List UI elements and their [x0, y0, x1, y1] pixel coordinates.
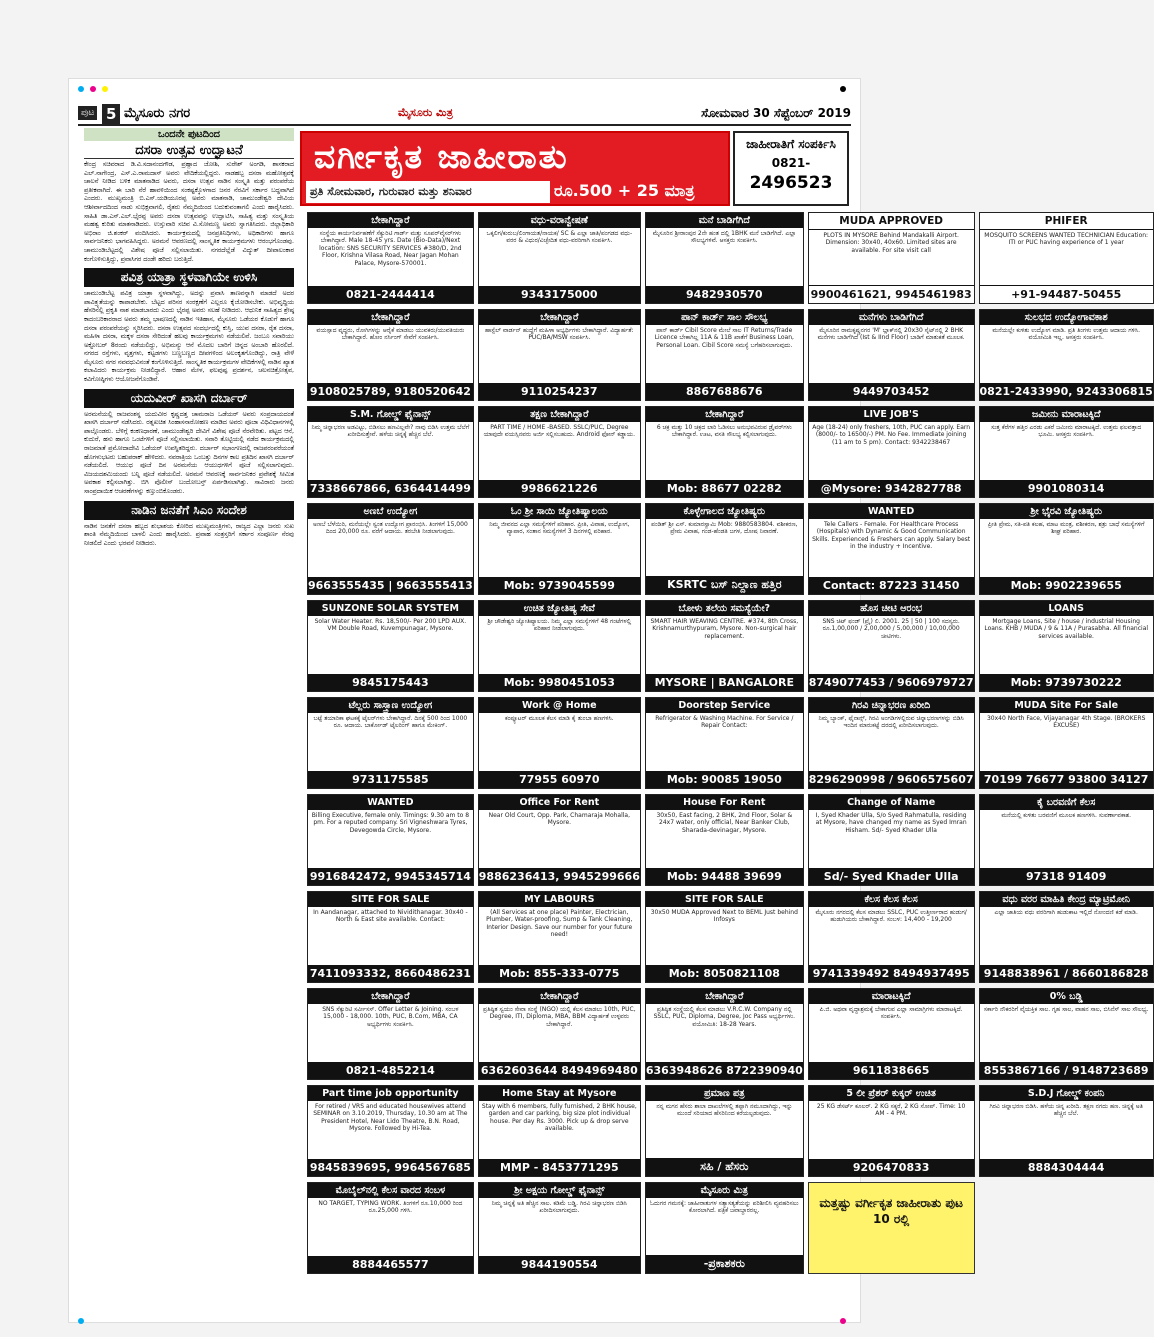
ad-body: ಮನೆಯಲ್ಲಿ ಕುಳಿತು ಬರವಣಿಗೆ ಮೂಲಕ ಹಣಗಳಿಸಿ. ಸುವರ್ಣಾವಕಾಶ. [1001, 812, 1132, 819]
classified-ad [645, 697, 804, 789]
ad-heading: House For Rent [646, 795, 803, 810]
ad-body: ಪ್ರತಿಷ್ಠಿತ ಸ್ವಯಂ ಸೇವಾ ಸಂಸ್ಥೆ (NGO) ಯಲ್ಲಿ ಕೆಲಸ ಮಾಡಲು 10th, PUC, Degree, ITI, Diploma, MBA, BBM ವಿದ್ಯಾರ್ಹತೆ ಉಳ್ಳವರು ಬೇಕಾಗಿದ್ದಾರೆ. [482, 1006, 636, 1028]
article-body: ಚಾಮುಂಡಿಬೆಟ್ಟ ಪವಿತ್ರ ಯಾತ್ರಾ ಸ್ಥಳವಾಗಿದ್ದು, ಅದನ್ನು ಪ್ರವಾಸಿ ತಾಣವನ್ನಾಗಿ ಮಾಡದೆ ಅದರ ಪಾವಿತ್ರ್ಯತೆಯನ್ನು ಕಾಪಾಡಬೇಕು. ಬೆಟ್ಟದ ಪರಿಸರ ಸಂರಕ್ಷಣೆಗೆ ಎಲ್ಲರೂ ಕೈಜೋಡಿಸಬೇಕು. ಅಭಿವೃದ್ಧಿಯ ಹೆಸರಿನಲ್ಲಿ ಪ್ರಕೃತಿ ನಾಶ ಮಾಡಬಾರದು ಎಂದು ಭೈರಪ್ಪ ಅವರು ಸಲಹೆ ನೀಡಿದರು. ಆಧುನಿಕ ಸಾಹಿತ್ಯದ ಶ್ರೇಷ್ಠ ಕಾದಂಬರಿಕಾರರಾದ ಅವರು ತಮ್ಮ ಭಾಷಣದಲ್ಲಿ ನಾಡಿನ ಇತಿಹಾಸ, ಮೈಸೂರು ಒಡೆಯರ ಕೊಡುಗೆ ಹಾಗೂ ದಸರಾ ಪರಂಪರೆಯನ್ನು ಸ್ಮರಿಸಿದರು. ದಸರಾ ಉತ್ಸವದ ಸಂದರ್ಭದಲ್ಲಿ ಕುಸ್ತಿ, ಯುವ ದಸರಾ, ರೈತ ದಸರಾ, ಮಹಿಳಾ ದಸರಾ, ಮಕ್ಕಳ ದಸರಾ ಸೇರಿದಂತೆ ಹಲವು ಕಾರ್ಯಕ್ರಮಗಳು ನಡೆಯಲಿವೆ. ಜಂಬೂ ಸವಾರಿಯು ಅಕ್ಟೋಬರ್ 8ರಂದು ನಡೆಯಲಿದ್ದು, ಅಭಿಮನ್ಯು ಆನೆ ಮೊದಲ ಬಾರಿಗೆ ಚಿನ್ನದ ಅಂಬಾರಿ ಹೊರಲಿದೆ. ನಗರದ ರಸ್ತೆಗಳು, ವೃತ್ತಗಳು, ಕಟ್ಟಡಗಳು ಬಣ್ಣಬಣ್ಣದ ದೀಪಗಳಿಂದ ಅಲಂಕೃತಗೊಂಡಿದ್ದು, ರಾತ್ರಿ ವೇಳೆ ಮೈಸೂರು ನಗರ ನವವಧುವಿನಂತೆ ಕಂಗೊಳಿಸುತ್ತಿದೆ. ಸಾಂಸ್ಕೃತಿಕ ಕಾರ್ಯಕ್ರಮಗಳ ವೇದಿಕೆಗಳಲ್ಲಿ ನಾಡಿನ ಖ್ಯಾತ ಕಲಾವಿದರು ಕಾರ್ಯಕ್ರಮ ನೀಡಲಿದ್ದಾರೆ. ಆಹಾರ ಮೇಳ, ಫಲಪುಷ್ಪ ಪ್ರದರ್ಶನ, ಚಲನಚಿತ್ರೋತ್ಸವ, ಕವಿಗೋಷ್ಠಿಗಳು ಆಯೋಜನೆಗೊಂಡಿವೆ. [84, 290, 294, 384]
ad-heading: ಬೇಕಾಗಿದ್ದಾರೆ [646, 989, 803, 1004]
ad-body: 30x50 MUDA Approved Next to BEML Just behind Infosys [650, 909, 798, 924]
ad-phone: 9110254237 [479, 383, 640, 400]
ad-body: Tele Callers - Female. For Healthcare Process (Hospitals) with Dynamic & Good Communication Skills. Experienced & Freshers can apply. Salary best in the industry + Incentive. [812, 521, 971, 551]
classified-ad [808, 1182, 975, 1274]
classifieds-schedule: ಪ್ರತಿ ಸೋಮವಾರ, ಗುರುವಾರ ಮತ್ತು ಶನಿವಾರ [306, 181, 550, 203]
classified-ad [808, 212, 975, 304]
classified-ad [808, 309, 975, 401]
classifieds-price: ರೂ.500 + 25 ಮಾತ್ರ [554, 181, 695, 200]
contact-label: ಜಾಹೀರಾತಿಗೆ ಸಂಪರ್ಕಿಸಿ [746, 137, 836, 151]
ad-phone: Mob: 9902239655 [980, 577, 1153, 594]
ad-heading: ಪಾನ್ ಕಾರ್ಡ್ ಸಾಲ ಸೌಲಭ್ಯ [646, 310, 803, 325]
ad-phone: Mob: 94488 39699 [646, 868, 803, 885]
ad-body: ಸಂಸ್ಥೆಯ ಕಾರ್ಯನಿರ್ವಹಣೆಗೆ ಸೆಕ್ಯುರಿಟಿ ಗಾರ್ಡ್ ಮತ್ತು ಸೂಪರ್‌ವೈಸರ್‌ಗಳು ಬೇಕಾಗಿದ್ದಾರೆ. Male 18-45 yrs. Date (Bio-Data)/Next location: SNS SECURITY SERVICES #380/D, 2nd Floor, Krishna Vilasa Road, Near Jagan Mohan Palace, Mysore-570001. [319, 230, 462, 267]
ad-heading: ಶ್ರೀ ಭೈರವಿ ಜ್ಯೋತಿಷ್ಯರು [980, 504, 1153, 519]
ad-phone: 8867688676 [646, 383, 803, 400]
classified-ad [645, 600, 804, 692]
ad-body: MOSQUITO SCREENS WANTED TECHNICIAN Education: ITI or PUC having experience of 1 year [984, 232, 1149, 247]
ad-heading: LOANS [980, 601, 1153, 616]
ad-heading: ಜಮೀನು ಮಾರಾಟಕ್ಕಿದೆ [980, 407, 1153, 422]
classified-ad [979, 309, 1154, 401]
ad-phone: 9886236413, 9945299666 [478, 870, 640, 883]
ad-body: PLOTS IN MYSORE Behind Mandakalli Airport. Dimension: 30x40, 40x60. Limited sites are available. For site visit call [823, 232, 959, 254]
ad-heading: ಮನೆ ಬಾಡಿಗೆಗಿದೆ [646, 213, 803, 228]
classified-ad [478, 794, 641, 886]
ad-heading: ಬೋಳು ತಲೆಯ ಸಮಸ್ಯೆಯೇ? [646, 601, 803, 616]
section-title: ಮೈಸೂರು ನಗರ [124, 106, 191, 121]
classified-ad [645, 794, 804, 886]
ad-body: Stay with 6 members, fully furnished, 2 BHK house, garden and car parking, big size plot individual house. Per day Rs. 3000. Pick up & drop serve available. [481, 1103, 637, 1133]
ad-heading: ಕೊಳ್ಳೇಗಾಲದ ಜ್ಯೋತಿಷ್ಯರು [646, 504, 803, 519]
ad-phone: +91-94487-50455 [980, 285, 1153, 303]
ad-phone: 9844190554 [479, 1256, 640, 1273]
news-column [84, 128, 294, 1308]
ad-heading: SITE FOR SALE [308, 892, 473, 907]
classified-ads-grid [307, 212, 1153, 1322]
ad-heading: ಕೆಲಸ ಕೆಲಸ ಕೆಲಸ [809, 892, 974, 907]
ad-body: ಓದುಗರ ಗಮನಕ್ಕೆ: ಜಾಹೀರಾತುಗಳ ಸತ್ಯಾಸತ್ಯತೆಯನ್ನು ಪರಿಶೀಲಿಸಿ ವ್ಯವಹರಿಸಲು ಕೋರಲಾಗಿದೆ. ಪತ್ರಿಕೆ ಜವಾಬ್ದಾರರಲ್ಲ. [650, 1200, 799, 1215]
classified-ad [478, 891, 641, 983]
registration-mark [78, 86, 84, 92]
ad-phone: 9901080314 [980, 480, 1153, 497]
ad-body: In Aandanagar, attached to Nividithanagar. 30x40 - North & East site available. Contact: [313, 909, 468, 924]
ad-phone: 0821-4852214 [308, 1062, 473, 1079]
ad-body: ಮನೆಯಲ್ಲೇ ಕುಳಿತು ಉದ್ಯೋಗ ಮಾಡಿ. ಪ್ರತಿ ತಿಂಗಳು ಉತ್ತಮ ಆದಾಯ ಗಳಿಸಿ. ವಯೋಮಿತಿ ಇಲ್ಲ. ಆಸಕ್ತರು ಸಂಪರ್ಕಿಸಿ. [992, 327, 1140, 342]
ad-body: ಅಣಬೆ ಬೆಳೆಯಿರಿ, ಮನೆಯಲ್ಲೇ ಸ್ವಂತ ಉದ್ಯೋಗ ಪ್ರಾರಂಭಿಸಿ. ತಿಂಗಳಿಗೆ 15,000 ದಿಂದ 20,000 ರೂ. ವರೆಗೆ ಆದಾಯ. ತರಬೇತಿ ನೀಡಲಾಗುವುದು. [313, 521, 468, 536]
ad-heading: ಮಾರಾಟಕ್ಕಿದೆ [809, 989, 974, 1004]
ad-body: Near Old Court, Opp. Park, Chamaraja Mohalla, Mysore. [488, 812, 631, 827]
ad-phone: Mob: 9980451053 [479, 674, 640, 691]
ad-heading: ಬೇಕಾಗಿದ್ದಾರೆ [646, 407, 803, 422]
ad-phone: Mob: 90085 19050 [646, 771, 803, 788]
classified-ad [808, 406, 975, 498]
masthead: ಮೈಸೂರು ಮಿತ್ರ [398, 106, 453, 119]
ad-body: Mortgage Loans, Site / house / industrial Housing Loans. KHB / MUDA / 9 & 11A / Purasabha. All financial services available. [984, 618, 1149, 640]
article-body: ಕೇಂದ್ರ ಸಚಿವರಾದ ಡಿ.ವಿ.ಸದಾನಂದಗೌಡ, ಪ್ರಹ್ಲಾದ ಜೋಶಿ, ಸುರೇಶ್ ಅಂಗಡಿ, ಶಾಸಕರಾದ ಎಲ್.ನಾಗೇಂದ್ರ, ಎಸ್.ಎ.ರಾಮದಾಸ್ ಅವರು ವೇದಿಕೆಯಲ್ಲಿದ್ದರು. ನಾಡಹಬ್ಬ ದಸರಾ ಮಹೋತ್ಸವಕ್ಕೆ ಚಾಲನೆ ನೀಡಿದ ಬಳಿಕ ಮಾತನಾಡಿದ ಅವರು, ದಸರಾ ಉತ್ಸವ ನಾಡಿನ ಸಂಸ್ಕೃತಿ ಮತ್ತು ಪರಂಪರೆಯ ಪ್ರತೀಕವಾಗಿದೆ. ಈ ಬಾರಿ ನೆರೆ ಹಾವಳಿಯಿಂದ ಸಂಕಷ್ಟಕ್ಕೊಳಗಾದ ಜನರ ನೆರವಿಗೆ ಸರ್ಕಾರ ಬದ್ಧವಾಗಿದೆ ಎಂದರು. ಮುಖ್ಯಮಂತ್ರಿ ಬಿ.ಎಸ್.ಯಡಿಯೂರಪ್ಪ ಅವರು ಮಾತನಾಡಿ, ಚಾಮುಂಡೇಶ್ವರಿ ದೇವಿಯ ಆಶೀರ್ವಾದದಿಂದ ನಾಡು ಸುಭಿಕ್ಷವಾಗಲಿ, ರೈತರು ನೆಮ್ಮದಿಯಿಂದ ಬದುಕುವಂತಾಗಲಿ ಎಂದು ಹಾರೈಸಿದರು. ಸಾಹಿತಿ ಡಾ.ಎಸ್.ಎಲ್.ಭೈರಪ್ಪ ಅವರು ದಸರಾ ಉತ್ಸವವನ್ನು ಉದ್ಘಾಟಿಸಿ, ಸಾಹಿತ್ಯ ಮತ್ತು ಸಂಸ್ಕೃತಿಯ ಮಹತ್ವ ಕುರಿತು ಮಾತನಾಡಿದರು. ಉಸ್ತುವಾರಿ ಸಚಿವ ವಿ.ಸೋಮಣ್ಣ ಅವರು ಸ್ವಾಗತಿಸಿದರು. ಜಿಲ್ಲಾಧಿಕಾರಿ ಅಭಿರಾಂ ಜಿ.ಶಂಕರ್ ವಂದಿಸಿದರು. ಕಾರ್ಯಕ್ರಮದಲ್ಲಿ ಜನಪ್ರತಿನಿಧಿಗಳು, ಅಧಿಕಾರಿಗಳು ಹಾಗೂ ಸಾರ್ವಜನಿಕರು ಭಾಗವಹಿಸಿದ್ದರು. ಅರಮನೆ ಆವರಣದಲ್ಲಿ ಸಾಂಸ್ಕೃತಿಕ ಕಾರ್ಯಕ್ರಮಗಳು ಆರಂಭಗೊಂಡವು. ಚಾಮುಂಡಿಬೆಟ್ಟದಲ್ಲಿ ವಿಶೇಷ ಪೂಜೆ ಸಲ್ಲಿಸಲಾಯಿತು. ನಗರದೆಲ್ಲೆಡೆ ವಿದ್ಯುತ್ ದೀಪಾಲಂಕಾರ ಕಂಗೊಳಿಸುತ್ತಿದ್ದು, ಪ್ರವಾಸಿಗರ ದಂಡೇ ಹರಿದು ಬರುತ್ತಿದೆ. [84, 161, 294, 263]
ad-phone: Mob: 88677 02282 [646, 480, 803, 497]
ad-heading: ವಧು-ವರಾನ್ವೇಷಣೆ [479, 213, 640, 228]
ad-phone: 9845175443 [308, 674, 473, 691]
ad-phone: 9731175585 [308, 771, 473, 788]
ad-heading: ಮನೆಗಳು ಬಾಡಿಗೆಗಿದೆ [809, 310, 974, 325]
classified-ad [307, 1182, 474, 1274]
ad-phone: 6362603644 8494969480 [479, 1062, 640, 1079]
classified-ad [307, 503, 474, 595]
classified-ad [478, 600, 641, 692]
ad-body: ಮೈಸೂರು ನಗರದಲ್ಲಿ ಕೆಲಸ ಮಾಡಲು SSLC, PUC ಉತ್ತೀರ್ಣರಾದ ಹುಡುಗ/ಹುಡುಗಿಯರು ಬೇಕಾಗಿದ್ದಾರೆ. ಸಂಬಳ: 14,400 - 19,200 [815, 909, 967, 924]
classified-ad [808, 697, 975, 789]
ad-heading: Part time job opportunity [308, 1086, 473, 1101]
ad-body: ನಿಮ್ಮ ಚಿನ್ನಾಭರಣ ಅಡವಿಟ್ಟು, ಬಿಡಿಸಲು ಹಣವಿಲ್ಲವೇ? ನಾವು ಬಿಡಿಸಿ ಉತ್ತಮ ಬೆಲೆಗೆ ಖರೀದಿಸುತ್ತೇವೆ. ಹಳೆಯ ಚಿನ್ನಕ್ಕೆ ಹೆಚ್ಚಿನ ಬೆಲೆ. [311, 424, 470, 439]
ad-body: Solar Water Heater. Rs. 18,500/- Per 200 LPD AUX. VM Double Road, Kuvempunagar, Mysore. [314, 618, 467, 633]
classified-ad [307, 988, 474, 1080]
classified-ad [478, 406, 641, 498]
ad-body: ಪಂಡಿತ್ ಶ್ರೀ ಎಸ್. ಕುಮಾರಸ್ವಾಮಿ Mob: 9880583804. ವಶೀಕರಣ, ಪ್ರೇಮ ವಿವಾಹ, ಗಂಡ-ಹೆಂಡತಿ ಜಗಳ, ದೋಷ ನಿವಾರಣೆ. [651, 521, 798, 536]
ad-phone: 9741339492 8494937495 [809, 965, 974, 982]
classified-ad [645, 1085, 804, 1177]
classified-ad [645, 212, 804, 304]
ad-phone: MMP - 8453771295 [479, 1159, 640, 1176]
ad-heading: ಗಿರವಿ ಚಿನ್ನಾಭರಣ ಖರೀದಿ [809, 698, 974, 713]
ad-phone: 70199 76677 93800 34127 [980, 771, 1153, 788]
ad-phone: 9449703452 [809, 383, 974, 400]
classified-ad [645, 891, 804, 983]
ad-body: ವಯಸ್ಸಾದ ವೃದ್ಧರು, ರೋಗಿಗಳನ್ನು ಆರೈಕೆ ಮಾಡಲು ಯುವಕರು/ಯುವತಿಯರು ಬೇಕಾಗಿದ್ದಾರೆ. ಹೋಂ ನರ್ಸಿಂಗ್ ಸೇವೆಗೆ ಸಂಪರ್ಕಿಸಿ. [316, 327, 465, 342]
ad-phone: 0821-2433990, 9243306815 [979, 385, 1153, 398]
ad-phone: 9108025789, 9180520642 [309, 385, 471, 398]
ad-heading: ಪ್ರಮಾಣ ಪತ್ರ [646, 1086, 803, 1101]
ad-body: ಪ್ರತಿಷ್ಠಿತ ಸಂಸ್ಥೆಯಲ್ಲಿ ಕೆಲಸ ಮಾಡಲು V.R.C.W. Company ನಲ್ಲಿ SSLC, PUC, Diploma, Degree, Joc Pass ಅಭ್ಯರ್ಥಿಗಳು. ವಯೋಮಿತಿ: 18-28 Years. [653, 1006, 796, 1028]
ad-heading: ಉಚಿತ ಜ್ಯೋತಿಷ್ಯ ಸೇವೆ [479, 601, 640, 616]
classified-ad [307, 309, 474, 401]
ad-phone: Mob: 9739730222 [980, 674, 1153, 691]
registration-mark [90, 86, 96, 92]
classified-ad [478, 309, 641, 401]
classified-ad [645, 988, 804, 1080]
ad-heading: MUDA Site For Sale [980, 698, 1153, 713]
ad-phone: @Mysore: 9342827788 [809, 480, 974, 497]
ad-phone: 0821-2444414 [308, 286, 473, 303]
ad-heading: ಕೈ ಬರವಣಿಗೆ ಕೆಲಸ [980, 795, 1153, 810]
ad-phone: 9845839695, 9964567685 [309, 1161, 471, 1174]
classified-ad [808, 503, 975, 595]
ad-heading: WANTED [308, 795, 473, 810]
ad-body: ಗಿರವಿ ಚಿನ್ನಾಭರಣ ಬಿಡಿಸಿ. ಹಳೆಯ ಚಿನ್ನ ಖರೀದಿ. ತಕ್ಷಣ ನಗದು ಹಣ. ಚಿನ್ನಕ್ಕೆ ಅತಿ ಹೆಚ್ಚಿನ ಬೆಲೆ. [989, 1103, 1143, 1118]
classified-ad [307, 600, 474, 692]
article-body: ಅರಮನೆಯಲ್ಲಿ ರಾಜವಂಶಸ್ಥ ಯದುವೀರ ಕೃಷ್ಣದತ್ತ ಚಾಮರಾಜ ಒಡೆಯರ್ ಅವರು ಸಂಪ್ರದಾಯದಂತೆ ಖಾಸಗಿ ದರ್ಬಾರ್ ನಡೆಸಿದರು. ರತ್ನಖಚಿತ ಸಿಂಹಾಸನಾರೋಹಣ ಮಾಡಿದ ಅವರು ಪೂಜಾ ವಿಧಿವಿಧಾನಗಳಲ್ಲಿ ಪಾಲ್ಗೊಂಡರು. ಬೆಳಿಗ್ಗೆ ಕಂಕಣಧಾರಣೆ, ಚಾಮುಂಡೇಶ್ವರಿ ದೇವಿಗೆ ವಿಶೇಷ ಪೂಜೆ ನೆರವೇರಿತು. ಪಟ್ಟದ ಆನೆ, ಕುದುರೆ, ಹಸು ಹಾಗೂ ಒಂಟೆಗಳಿಗೆ ಪೂಜೆ ಸಲ್ಲಿಸಲಾಯಿತು. ಸವಾರಿ ತೊಟ್ಟಿಯಲ್ಲಿ ನಡೆದ ಕಾರ್ಯಕ್ರಮದಲ್ಲಿ ರಾಜಮಾತೆ ಪ್ರಮೋದಾದೇವಿ ಒಡೆಯರ್ ಉಪಸ್ಥಿತರಿದ್ದರು. ದರ್ಬಾರ್ ಸಭಾಂಗಣದಲ್ಲಿ ರಾಜಪರಂಪರೆಯಂತೆ ಹೊಗಳುಭಟರು ಬಹುಪರಾಕ್ ಹೇಳಿದರು. ನವರಾತ್ರಿಯ ಒಂಬತ್ತು ದಿನಗಳ ಕಾಲ ಪ್ರತಿದಿನ ಖಾಸಗಿ ದರ್ಬಾರ್ ನಡೆಯಲಿದೆ. ಆಯುಧ ಪೂಜೆ ದಿನ ಅರಮನೆಯ ಆಯುಧಗಳಿಗೆ ಪೂಜೆ ಸಲ್ಲಿಸಲಾಗುವುದು. ವಿಜಯದಶಮಿಯಂದು ಬನ್ನಿ ಪೂಜೆ ನಡೆಯಲಿದೆ. ಅರಮನೆ ಆವರಣಕ್ಕೆ ಸಾರ್ವಜನಿಕರ ಪ್ರವೇಶಕ್ಕೆ ಸೀಮಿತ ಅವಕಾಶ ಕಲ್ಪಿಸಲಾಗಿತ್ತು. ಬಿಗಿ ಪೊಲೀಸ್ ಬಂದೋಬಸ್ತ್ ಏರ್ಪಡಿಸಲಾಗಿತ್ತು. ಸಾವಿರಾರು ಜನರು ಸಾಂಪ್ರದಾಯಿಕ ಆಚರಣೆಗಳನ್ನು ಕಣ್ತುಂಬಿಕೊಂಡರು. [84, 410, 294, 495]
ad-heading: ಬೇಕಾಗಿದ್ದಾರೆ [479, 310, 640, 325]
ad-body: ನಿಮ್ಮ ಬ್ಯಾಂಕ್, ಫೈನಾನ್ಸ್, ಗಿರವಿ ಅಂಗಡಿಗಳಲ್ಲಿರುವ ಚಿನ್ನಾಭರಣಗಳನ್ನು ಬಿಡಿಸಿ ಇಂದಿನ ಮಾರುಕಟ್ಟೆ ದರದಲ್ಲಿ ಖರೀದಿಸಲಾಗುವುದು. [818, 715, 964, 730]
ad-phone: 8553867166 / 9148723689 [980, 1062, 1153, 1079]
ad-body: ಹಾಸ್ಟೆಲ್ ವಾರ್ಡನ್ ಹುದ್ದೆಗೆ ಮಹಿಳಾ ಅಭ್ಯರ್ಥಿಗಳು ಬೇಕಾಗಿದ್ದಾರೆ. ವಿದ್ಯಾರ್ಹತೆ: PUC/BA/MSW ಸಂಪರ್ಕಿಸಿ. [484, 327, 634, 342]
page-number: 5 [102, 104, 120, 124]
ad-body: Age (18-24) only freshers, 10th, PUC can apply. Earn (8000/- to 16500/-) PM. No Fee. Immediate joining (11 am to 5 pm). Contact: 9342238467 [812, 424, 971, 446]
ad-heading: ಬೇಕಾಗಿದ್ದಾರೆ [308, 310, 473, 325]
classified-ad [979, 406, 1154, 498]
ad-phone: 9663555435 | 9663555413 [308, 579, 473, 592]
classified-ad [979, 600, 1154, 692]
ad-heading: ವಧು ವರರ ಮಾಹಿತಿ ಕೇಂದ್ರ ಮ್ಯಾಟ್ರಿಮೋನಿ [980, 892, 1153, 907]
subhead-banner: ಯದುವೀರ್ ಖಾಸಗಿ ದರ್ಬಾರ್ [84, 389, 294, 408]
ad-heading: MUDA APPROVED [809, 213, 974, 230]
page-header [78, 104, 851, 126]
ad-phone: 9916842472, 9945345714 [309, 870, 471, 883]
ad-heading: SITE FOR SALE [646, 892, 803, 907]
classified-ad [478, 1182, 641, 1274]
contact-code: 0821- [771, 156, 811, 170]
ad-heading: S.D.J ಗೋಲ್ಡ್ ಕಂಪನಿ [980, 1086, 1153, 1101]
ad-heading: Doorstep Service [646, 698, 803, 713]
ad-phone: 9206470833 [809, 1159, 974, 1176]
classified-ad [645, 406, 804, 498]
classified-ad [307, 212, 474, 304]
dateline: ಸೋಮವಾರ 30 ಸೆಪ್ಟೆಂಬರ್ 2019 [701, 106, 851, 120]
classified-ad [478, 212, 641, 304]
ad-heading: ಅಣಬೆ ಉದ್ಯೋಗ [308, 504, 473, 519]
ad-body: ಕಂಪ್ಯೂಟರ್ ಮೂಲಕ ಕೆಲಸ ಮಾಡಿ ಕೈ ತುಂಬಾ ಹಣಗಳಿಸಿ. [505, 715, 614, 722]
classifieds-banner [300, 131, 730, 206]
ad-heading: Office For Rent [479, 795, 640, 810]
ad-heading: Work @ Home [479, 698, 640, 713]
classified-ad [307, 794, 474, 886]
classified-ad [979, 794, 1154, 886]
article-headline: ದಸರಾ ಉತ್ಸವ ಉದ್ಘಾಟನೆ [84, 143, 294, 159]
ad-phone: 7411093332, 8660486231 [309, 967, 471, 980]
ad-heading: ಹೊಸ ಚೀಟಿ ಆರಂಭ [809, 601, 974, 616]
ad-phone: 8884465577 [308, 1256, 473, 1273]
article-body: ನಾಡಿನ ಜನತೆಗೆ ದಸರಾ ಹಬ್ಬದ ಶುಭಾಶಯ ಕೋರಿದ ಮುಖ್ಯಮಂತ್ರಿಗಳು, ರಾಜ್ಯದ ಎಲ್ಲಾ ಜನರು ಸುಖ ಶಾಂತಿ ನೆಮ್ಮದಿಯಿಂದ ಬಾಳಲಿ ಎಂದು ಹಾರೈಸಿದರು. ಪ್ರವಾಹ ಸಂತ್ರಸ್ತರಿಗೆ ಸರ್ಕಾರ ಸಂಪೂರ್ಣ ನೆರವು ನೀಡಲಿದೆ ಎಂದು ಭರವಸೆ ನೀಡಿದರು. [84, 522, 294, 547]
ad-body: ನಿಮ್ಮ ಜೀವನದ ಎಲ್ಲಾ ಸಮಸ್ಯೆಗಳಿಗೆ ಪರಿಹಾರ. ಪ್ರೀತಿ, ವಿವಾಹ, ಉದ್ಯೋಗ, ವ್ಯಾಪಾರ, ಸಂತಾನ ಸಮಸ್ಯೆಗಳಿಗೆ 3 ದಿನಗಳಲ್ಲಿ ಪರಿಹಾರ. [489, 521, 630, 536]
ad-body: NO TARGET, TYPING WORK. ತಿಂಗಳಿಗೆ ರೂ.10,000 ರಿಂದ ರೂ.25,000 ಗಳಿಸಿ. [318, 1200, 463, 1215]
ad-phone: 7338667866, 6364414499 [309, 482, 471, 495]
ad-heading: ಶ್ರೀ ಅಕ್ಷಯ ಗೋಲ್ಡ್ ಫೈನಾನ್ಸ್ [479, 1183, 640, 1198]
ad-phone: 8296290998 / 9606575607 [808, 773, 974, 786]
registration-mark [78, 1318, 84, 1324]
classified-ad [645, 503, 804, 595]
ad-body: ಪಾನ್ ಕಾರ್ಡ್ Cibil Score ಮೇಲೆ ಸಾಲ IT Returns/Trade Licence ಬೇಕಾಗಿಲ್ಲ 11A & 11B ಖಾತೆಗೆ Business Loan, Personal Loan. Cibil Score ಸಮಸ್ಯೆ ಬಗೆಹರಿಸಲಾಗುವುದು. [654, 327, 794, 349]
ad-body: ನನ್ನ ಮಗನ ಹೆಸರು ಶಾಲಾ ದಾಖಲೆಗಳಲ್ಲಿ ತಪ್ಪಾಗಿ ನಮೂದಾಗಿದ್ದು, ಇನ್ನು ಮುಂದೆ ಸರಿಯಾದ ಹೆಸರಿನಿಂದ ಕರೆಯಲ್ಪಡುವುದು. [656, 1103, 793, 1118]
ad-phone: 97318 91409 [980, 868, 1153, 885]
ad-phone: MYSORE | BANGALORE [646, 674, 803, 691]
registration-mark [102, 86, 108, 92]
ad-heading: Home Stay at Mysore [479, 1086, 640, 1101]
ad-heading: WANTED [809, 504, 974, 519]
ad-body: ಒಕ್ಕಲಿಗ/ಕುರುಬ/ಲಿಂಗಾಯತ/ನಾಯಕ/ SC & ಎಲ್ಲಾ ಜಾತಿ/ಪಂಗಡದ ವಧು-ವರರ & ವಿಧುರ/ವಿಚ್ಛೇದಿತ ವಧು-ವರರಿಗಾಗಿ ಸಂಪರ್ಕಿಸಿ. [486, 230, 633, 245]
ad-phone: ಸಹಿ / ಹೆಸರು [646, 1158, 803, 1176]
ad-heading: ಮೊಬೈಲ್‌ನಲ್ಲಿ ಕೆಲಸ ವಾರದ ಸಂಬಳ [308, 1183, 473, 1198]
ad-phone: Mob: 8050821108 [646, 965, 803, 982]
classified-ad [307, 406, 474, 498]
ad-body: 30x40 North Face, Vijayanagar 4th Stage. (BROKERS EXCUSE) [986, 715, 1146, 730]
ad-heading: MY LABOURS [479, 892, 640, 907]
classified-ad [979, 212, 1154, 304]
classified-ad [979, 503, 1154, 595]
ad-heading: ತಕ್ಷಣ ಬೇಕಾಗಿದ್ದಾರೆ [479, 407, 640, 422]
classified-ad [979, 891, 1154, 983]
classified-ad [808, 1085, 975, 1177]
ad-phone: 6363948626 8722390940 [645, 1064, 803, 1077]
page-label: ಪುಟ [78, 106, 97, 120]
ad-heading: 0% ಬಡ್ಡಿ [980, 989, 1153, 1004]
ad-heading: 5 ಲೀ ಪ್ರೆಶರ್ ಕುಕ್ಕರ್ ಉಚಿತ [809, 1086, 974, 1101]
ad-heading: PHIFER [980, 213, 1153, 230]
ad-phone: 9482930570 [646, 286, 803, 303]
classified-ad [478, 988, 641, 1080]
classified-ad [478, 697, 641, 789]
ad-body: ಶ್ರೀ ಚೌಡೇಶ್ವರಿ ಜ್ಯೋತಿಷ್ಯಾಲಯ. ನಿಮ್ಮ ಎಲ್ಲಾ ಸಮಸ್ಯೆಗಳಿಗೆ 48 ಗಂಟೆಗಳಲ್ಲಿ ಪರಿಹಾರ ನೀಡಲಾಗುವುದು. [487, 618, 632, 633]
classified-ad [979, 697, 1154, 789]
ad-body: PART TIME / HOME -BASED. SSLC/PUC, Degree ಯಾವುದೇ ವಯಸ್ಸಿನವರು ಅರ್ಜಿ ಸಲ್ಲಿಸಬಹುದು. Android ಫೋನ್ ಕಡ್ಡಾಯ. [483, 424, 636, 439]
classified-ad [307, 1085, 474, 1177]
ad-body: Refrigerator & Washing Machine. For Service / Repair Contact: [655, 715, 794, 730]
contact-phone: 2496523 [749, 173, 833, 193]
ad-body: ಬಟ್ಟೆ ತಯಾರಿಕಾ ಘಟಕಕ್ಕೆ ಟೈಲರ್‌ಗಳು ಬೇಕಾಗಿದ್ದಾರೆ. ದಿನಕ್ಕೆ 500 ರಿಂದ 1000 ರೂ. ಆದಾಯ. ಬಾರ್ಕೋಡ್ ಟೈಲರಿಂಗ್ ಹಾಗೂ ಮೇಕಿಂಗ್. [313, 715, 468, 730]
continued-strip: ಒಂದನೇ ಪುಟದಿಂದ [84, 128, 294, 141]
ad-body: ಮೈಸೂರಿನ ರಾಮಕೃಷ್ಣನಗರ 'M' ಬ್ಲಾಕ್‌ನಲ್ಲಿ 20x30 ಸೈಟ್‌ನಲ್ಲಿ 2 BHK ಮನೆಗಳು ಬಾಡಿಗೆಗಿದೆ (Ist & IInd Floor) ಬಾಡಿಗೆ ಮಾತುಕತೆ ಮೂಲಕ. [817, 327, 965, 342]
classified-ad [478, 1085, 641, 1177]
ad-phone: Contact: 87223 31450 [809, 577, 974, 594]
ad-body: 25 KG ಡೆಸರ್ಟ್ ಕೂಲರ್. 2 KG ಸಕ್ಕರೆ, 2 KG ಸೋಪ್. Time: 10 AM - 4 PM. [816, 1103, 966, 1118]
ad-body: ಸುತ್ತ ಕೆರೆಗಳ ಹತ್ತಿರ ಎರಡು ಎಕರೆ ಜಮೀನು ಮಾರಾಟಕ್ಕಿದೆ. ಉತ್ತಮ ಫಲವತ್ತಾದ ಭೂಮಿ. ಆಸಕ್ತರು ಸಂಪರ್ಕಿಸಿ. [991, 424, 1142, 439]
classified-ad [979, 1085, 1154, 1177]
ad-body: 6 ಚಕ್ರ ಮತ್ತು 10 ಚಕ್ರದ ಲಾರಿ ಓಡಿಸಲು ಅನುಭವವಿರುವ ಡ್ರೈವರ್‌ಗಳು ಬೇಕಾಗಿದ್ದಾರೆ. ಊಟ, ವಸತಿ ಸೌಲಭ್ಯ ಕಲ್ಪಿಸಲಾಗುವುದು. [656, 424, 792, 439]
classifieds-title: ವರ್ಗೀಕೃತ ಜಾಹೀರಾತು [314, 137, 569, 176]
classified-ad [478, 503, 641, 595]
classified-ad [808, 891, 975, 983]
classified-ad [307, 697, 474, 789]
ad-heading: ಸುಲಭದ ಉದ್ಯೋಗಾವಕಾಶ [980, 310, 1153, 325]
ad-phone: 9900461621, 9945461983 [809, 285, 974, 303]
ad-heading: ಓಂ ಶ್ರೀ ಸಾಯಿ ಜ್ಯೋತಿಷ್ಯಾಲಯ [479, 504, 640, 519]
ad-phone: -ಪ್ರಕಾಶಕರು [646, 1255, 803, 1273]
ad-phone: Mob: 855-333-0775 [479, 965, 640, 982]
classified-ad [645, 309, 804, 401]
ad-heading: ಮೈಸೂರು ಮಿತ್ರ [646, 1183, 803, 1198]
ad-heading: S.M. ಗೋಲ್ಡ್ ಫೈನಾನ್ಸ್ [308, 407, 473, 422]
ad-phone: KSRTC ಬಸ್ ನಿಲ್ದಾಣ ಹತ್ತಿರ [646, 576, 803, 594]
ad-heading: LIVE JOB'S [809, 407, 974, 422]
ad-phone: 8749077453 / 9606979727 [808, 676, 974, 689]
classified-ad [808, 794, 975, 886]
ad-body: SNS ಸೆಕ್ಯುರಿಟಿ ಸರ್ವೀಸಸ್. Offer Letter & Joining. ಸಂಬಳ 15,000 - 18,000. 10th, PUC, B.Com, MBA, CA ಅಭ್ಯರ್ಥಿಗಳು ಸಂಪರ್ಕಿಸಿ. [322, 1006, 459, 1028]
ad-body: ಎಲ್ಲಾ ಜಾತಿಯ ವಧು ವರರಿಗಾಗಿ ಹುಡುಕಾಟ ಇಲ್ಲಿದೆ ನೋಂದಣಿ ಕಡೆ ಮಾಡಿ. [994, 909, 1138, 916]
ad-heading: ಟೆಲ್ಲರು ಸಾಸ್ತ್ರಾಣ ಉದ್ಯೋಗ [308, 698, 473, 713]
ad-body: For retired / VRS and educated housewives attend SEMINAR on 3.10.2019, Thursday, 10.30 am at The President Hotel, Near Lido Theatre, B.N. Road, Mysore. Followed by Hi-Tea. [313, 1103, 468, 1133]
subhead-banner: ನಾಡಿನ ಜನತೆಗೆ ಸಿಎಂ ಸಂದೇಶ [84, 501, 294, 520]
ad-heading: SUNZONE SOLAR SYSTEM [308, 601, 473, 616]
ad-body: SNS ಚಿಟ್ ಫಂಡ್ (ಪ್ರೈ) ಲಿ. 2001. 25 | 50 | 100 ಸದಸ್ಯರು. ರೂ.1,00,000 / 2,00,000 / 5,00,000 / 10,00,000 ಚೀಟಿಗಳು. [822, 618, 960, 640]
ad-phone: 8884304444 [980, 1159, 1153, 1176]
ad-heading: ಬೇಕಾಗಿದ್ದಾರೆ [308, 213, 473, 228]
ad-phone: 9343175000 [479, 286, 640, 303]
ad-body: ನಿಮ್ಮ ಚಿನ್ನಕ್ಕೆ ಅತಿ ಹೆಚ್ಚಿನ ಸಾಲ. ಕಡಿಮೆ ಬಡ್ಡಿ. ಗಿರವಿ ಚಿನ್ನಾಭರಣ ಬಿಡಿಸಿ ಖರೀದಿಸಲಾಗುವುದು. [491, 1200, 627, 1215]
ad-phone: 9611838665 [809, 1062, 974, 1079]
classified-ad [808, 600, 975, 692]
classified-ad [307, 891, 474, 983]
ad-body: I, Syed Khader Ulla, S/o Syed Rahmatulla, residing at Mysore, have changed my name as Syed Imran Hisham. Sd/- Syed Khader Ulla [815, 812, 967, 834]
ad-body: ಮತ್ತಷ್ಟು ವರ್ಗೀಕೃತ ಜಾಹೀರಾತು ಪುಟ 10 ರಲ್ಲಿ [819, 1196, 963, 1226]
registration-mark [840, 86, 846, 92]
ad-body: 30x50, East facing, 2 BHK, 2nd Floor, Solar & 24x7 water, only official, Near Banker Club, Sharada-devinagar, Mysore. [656, 812, 793, 834]
ad-phone: 9148838961 / 8660186828 [980, 965, 1153, 982]
ad-phone: Sd/- Syed Khader Ulla [809, 868, 974, 885]
classified-ad [979, 988, 1154, 1080]
subhead-banner: ಪವಿತ್ರ ಯಾತ್ರಾ ಸ್ಥಳವಾಗಿಯೇ ಉಳಿಸಿ [84, 268, 294, 287]
ad-body: ಮೈಸೂರಿನ ಶ್ರೀರಾಂಪುರ 2ನೇ ಹಂತ ದಲ್ಲಿ 1BHK ಮನೆ ಬಾಡಿಗೆಗಿದೆ. ಎಲ್ಲಾ ಸೌಲಭ್ಯಗಳಿವೆ. ಆಸಕ್ತರು ಸಂಪರ್ಕಿಸಿ. [652, 230, 796, 245]
ad-phone: Mob: 9739045599 [479, 577, 640, 594]
classified-ad [645, 1182, 804, 1274]
classified-ad [808, 988, 975, 1080]
ad-body: Billing Executive, female only. Timings: 9.30 am to 8 pm. For a reputed company. Sri Vigneshwara Tyres, Devegowda Circle, Mysore. [311, 812, 470, 834]
ad-body: ಪಿ.ಜಿ. ಅಥವಾ ವೃದ್ಧಾಶ್ರಮಕ್ಕೆ ಬೇಕಾಗುವ ಎಲ್ಲಾ ಸಾಮಾಗ್ರಿಗಳು ಮಾರಾಟಕ್ಕಿದೆ. ಸಂಪರ್ಕಿಸಿ. [819, 1006, 963, 1021]
ad-heading: Change of Name [809, 795, 974, 810]
ad-body: ಸರ್ಕಾರಿ ನೌಕರರಿಗೆ ವೈಯಕ್ತಿಕ ಸಾಲ. ಗೃಹ ಸಾಲ, ವಾಹನ ಸಾಲ, ಬಿಸಿನೆಸ್ ಸಾಲ ಸೌಲಭ್ಯ. [983, 1006, 1149, 1013]
ad-body: ಪ್ರೀತಿ ಪ್ರೇಮ, ಸತಿ-ಪತಿ ಕಲಹ, ಮಾಟ ಮಂತ್ರ, ವಶೀಕರಣ, ಶತ್ರು ಬಾಧೆ ಸಮಸ್ಯೆಗಳಿಗೆ ಶೀಘ್ರ ಪರಿಹಾರ. [987, 521, 1145, 536]
ad-heading: ಬೇಕಾಗಿದ್ದಾರೆ [479, 989, 640, 1004]
ad-phone: 9986621226 [479, 480, 640, 497]
ad-phone: 77955 60970 [479, 771, 640, 788]
ad-body: SMART HAIR WEAVING CENTRE. #374, 8th Cross, Krishnamurthypuram, Mysore. Non-surgical hair replacement. [650, 618, 799, 640]
ad-body: (All Services at one place) Painter, Electrician, Plumber, Water-proofing, Sump & Tank Cleaning, Interior Design. Save our number for your future need! [486, 909, 633, 939]
classifieds-contact-box [733, 131, 849, 206]
ad-heading: ಬೇಕಾಗಿದ್ದಾರೆ [308, 989, 473, 1004]
